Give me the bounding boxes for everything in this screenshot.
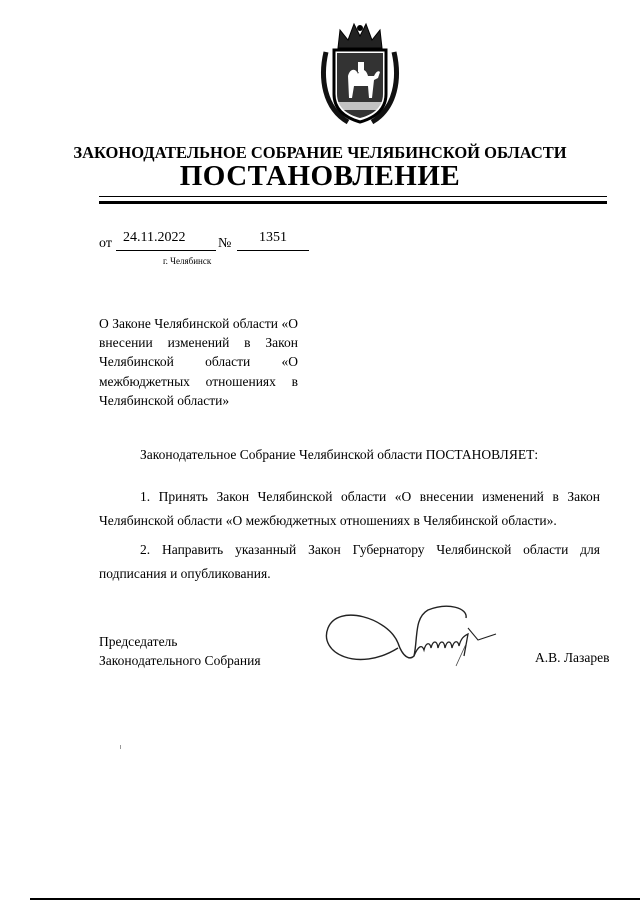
coat-of-arms-icon: [318, 18, 402, 128]
date-underline: [116, 250, 216, 251]
number-label: №: [218, 236, 232, 251]
document-number: 1351: [259, 230, 287, 245]
document-subject: О Законе Челябинской области «О внесении изменений в Закон Челябинской области «О межбюджетных отношениях в Челябинской области»: [99, 316, 298, 408]
signer-title-line2: Законодательного Собрания: [99, 653, 261, 668]
page-bottom-edge: [30, 898, 640, 900]
document-date: 24.11.2022: [123, 230, 186, 245]
from-label: от: [99, 236, 112, 251]
document-type-title: ПОСТАНОВЛЕНИЕ: [179, 160, 461, 192]
number-underline: [237, 250, 309, 251]
header-divider-thick: [99, 201, 607, 204]
handwritten-signature: [318, 598, 518, 678]
signer-name: А.В. Лазарев: [535, 650, 610, 665]
city-label: г. Челябинск: [163, 256, 212, 266]
body-item-2: 2. Направить указанный Закон Губернатору Челябинской области для подписания и опубликования.: [99, 542, 600, 581]
preamble: Законодательное Собрание Челябинской области ПОСТАНОВЛЯЕТ:: [140, 447, 539, 462]
scan-artifact: [120, 745, 121, 749]
date-number-row: [99, 230, 339, 252]
signer-title: [99, 632, 261, 670]
body-item-1: 1. Принять Закон Челябинской области «О внесении изменений в Закон Челябинской области «О межбюджетных отношениях в Челябинской области».: [99, 489, 600, 528]
organization-title: ЗАКОНОДАТЕЛЬНОЕ СОБРАНИЕ ЧЕЛЯБИНСКОЙ ОБЛАСТИ: [73, 143, 567, 162]
signer-title-line1: Председатель: [99, 634, 178, 649]
header-divider-thin: [99, 196, 607, 197]
